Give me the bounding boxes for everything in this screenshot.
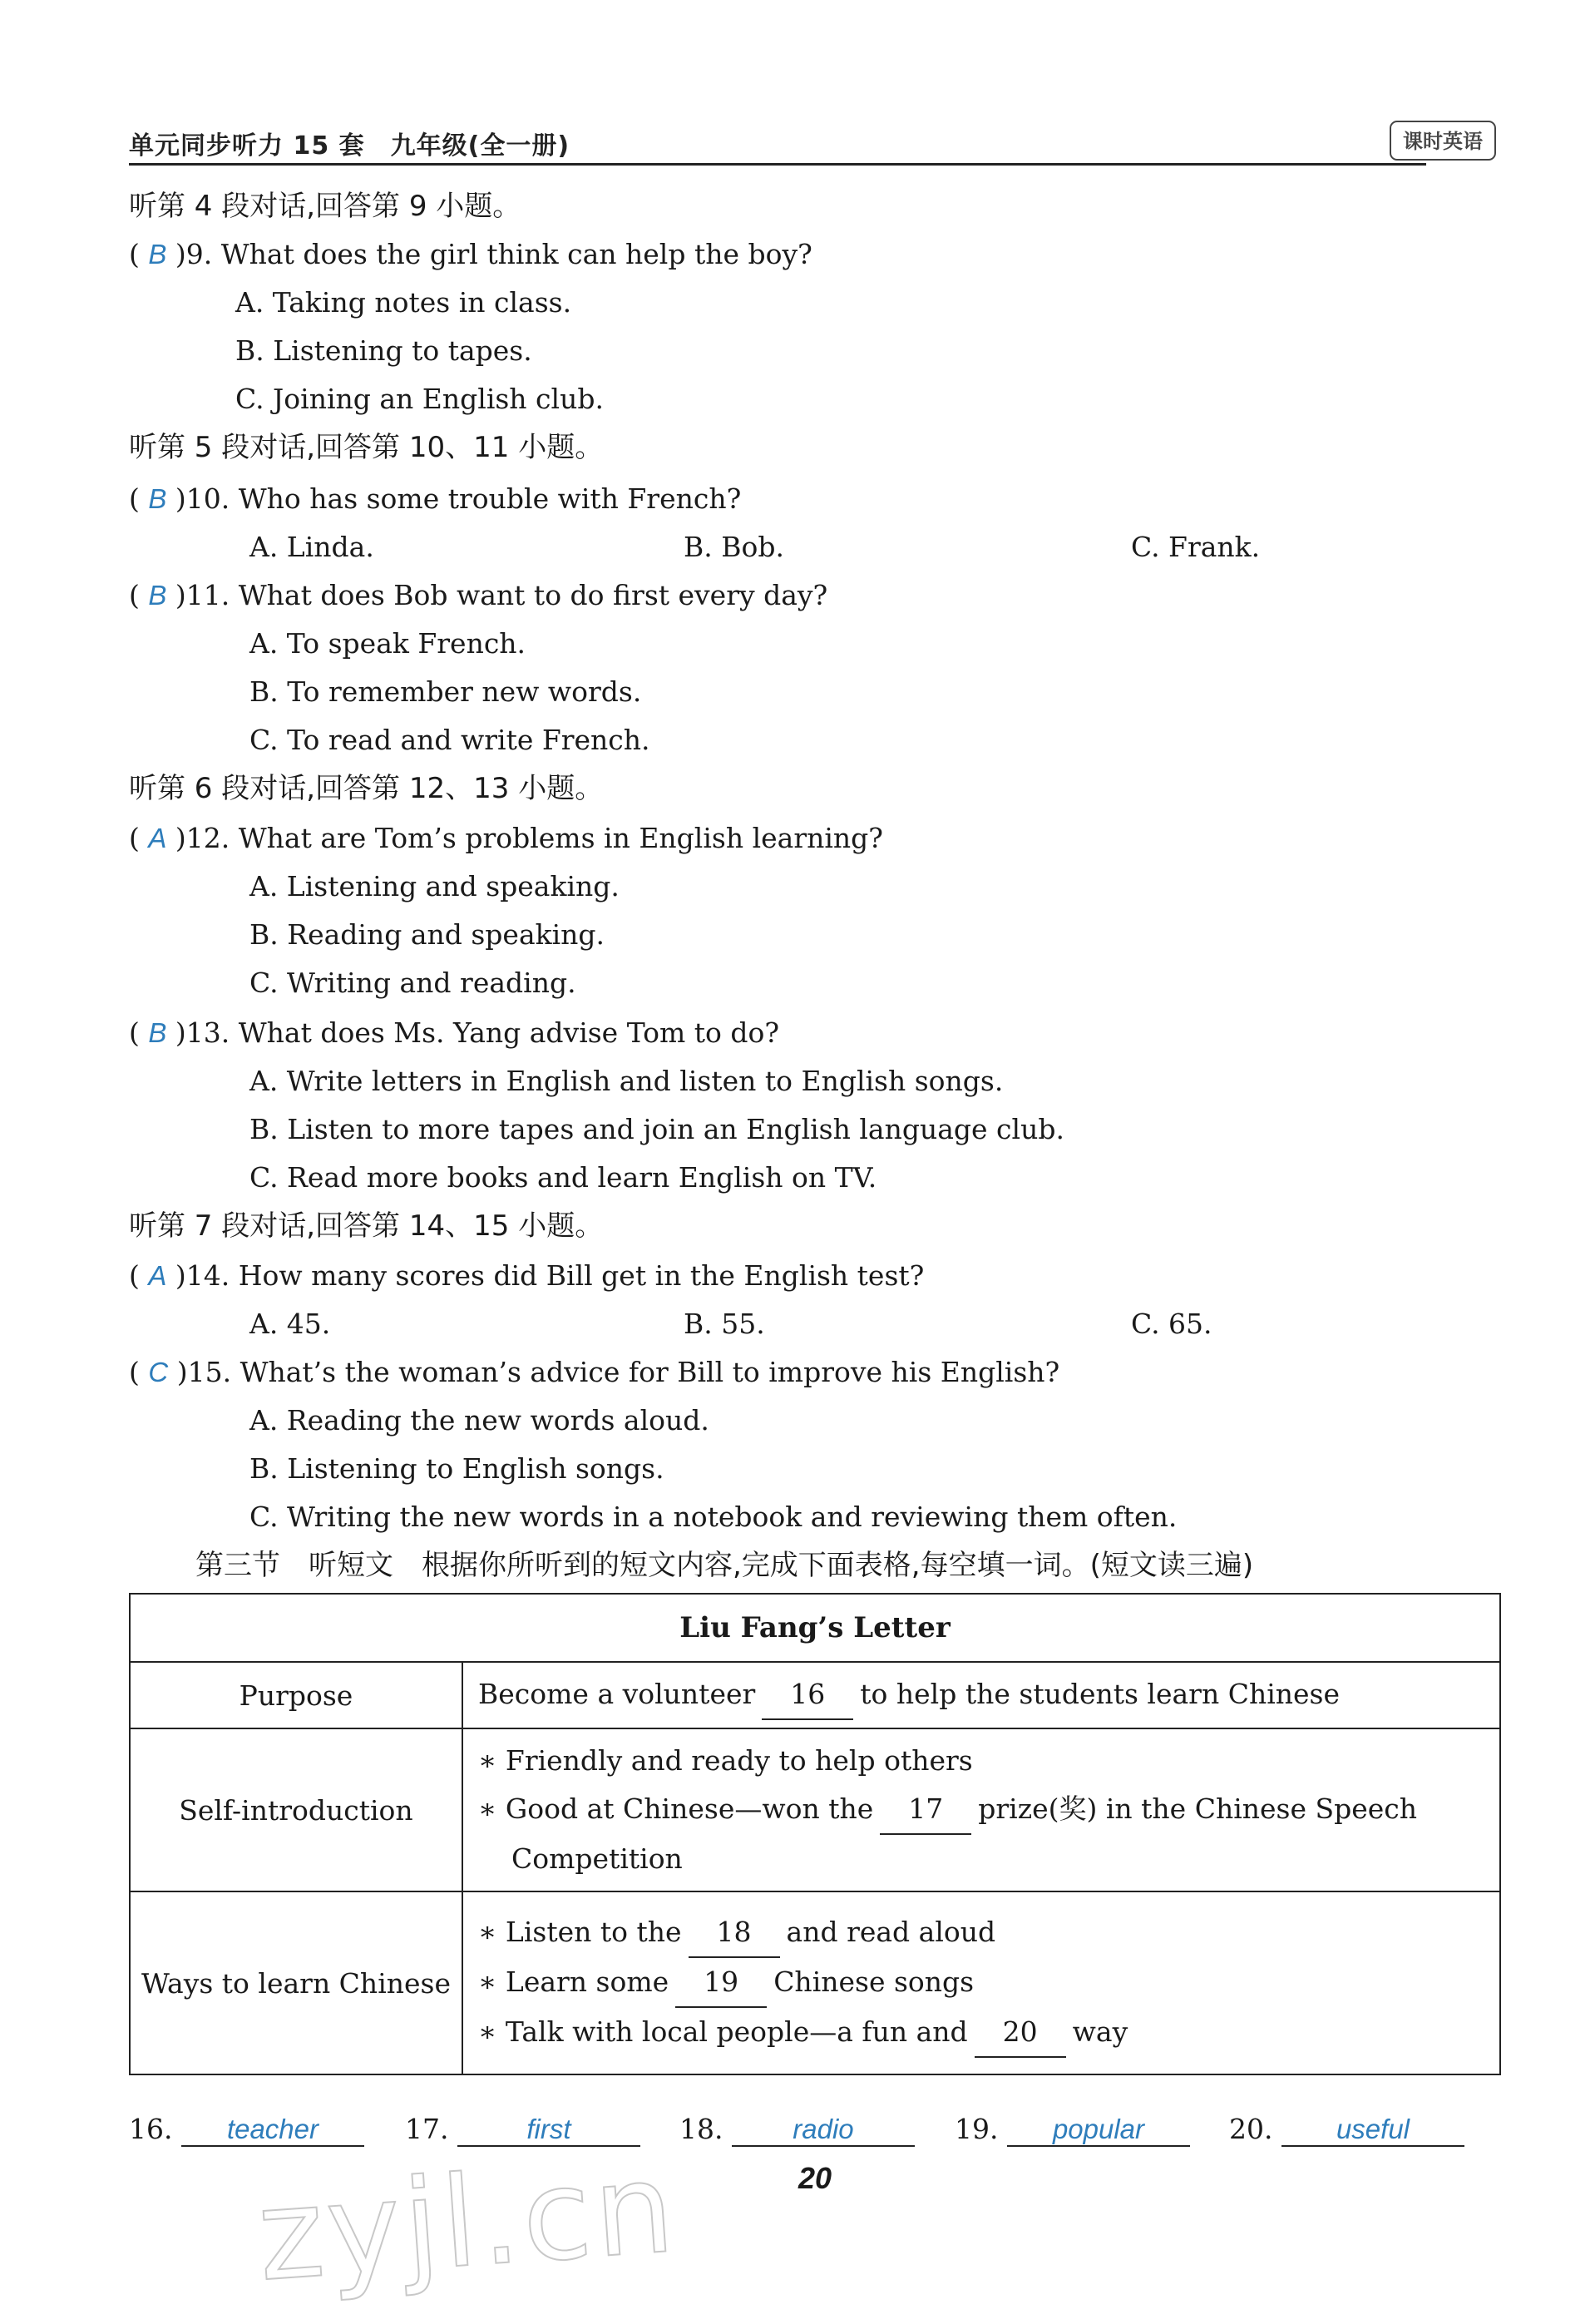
q13-option-a: A. Write letters in English and listen to English songs.	[249, 1065, 1004, 1097]
header-divider	[129, 163, 1426, 166]
q15-option-b: B. Listening to English songs.	[249, 1452, 664, 1485]
section4-intro: 听第 4 段对话,回答第 9 小题。	[129, 190, 521, 223]
blank-19: 19	[675, 1958, 767, 2008]
answer-blank-18: 18. radio	[679, 2113, 915, 2147]
q12-option-b: B. Reading and speaking.	[249, 918, 605, 951]
table-row-self-introduction	[130, 1728, 1500, 1891]
q11-option-c: C. To read and write French.	[249, 724, 650, 756]
header-title: 单元同步听力 15 套 九年级(全一册)	[129, 131, 570, 161]
section5-intro: 听第 5 段对话,回答第 10、11 小题。	[129, 431, 604, 464]
answer-blank-16: 16. teacher	[129, 2113, 364, 2147]
letter-table	[129, 1593, 1501, 2075]
question-9: ( B )9. What does the girl think can help the boy?	[129, 238, 812, 270]
q11-option-b: B. To remember new words.	[249, 675, 642, 708]
q12-option-a: A. Listening and speaking.	[249, 870, 620, 902]
q11-option-a: A. To speak French.	[249, 627, 526, 660]
question-13: ( B )13. What does Ms. Yang advise Tom to do?	[129, 1016, 780, 1049]
q9-option-a: A. Taking notes in class.	[235, 286, 572, 319]
ways-label: Ways to learn Chinese	[130, 1891, 462, 2074]
q13-option-b: B. Listen to more tapes and join an English language club.	[249, 1113, 1064, 1145]
table-title: Liu Fang’s Letter	[130, 1594, 1500, 1662]
question-10: ( B )10. Who has some trouble with French?	[129, 482, 742, 515]
ways-content: ∗ Listen to the 18 and read aloud ∗ Learn some 19 Chinese songs ∗ Talk with local people—a fun and 20 way	[462, 1891, 1500, 2074]
q14-option-b: B. 55.	[684, 1308, 765, 1340]
answer-blank-20: 20. useful	[1229, 2113, 1464, 2147]
blank-16: 16	[762, 1670, 853, 1720]
table-row-purpose	[130, 1662, 1500, 1728]
self-introduction-content: ∗ Friendly and ready to help others ∗ Good at Chinese—won the 17 prize(奖) in the Chinese Speech Competition	[462, 1728, 1500, 1891]
q12-option-c: C. Writing and reading.	[249, 967, 576, 999]
answer-15: C	[148, 1357, 169, 1387]
answer-12: A	[148, 823, 167, 853]
watermark: zyjl.cn	[253, 2135, 682, 2310]
part3-instruction: 第三节 听短文 根据你所听到的短文内容,完成下面表格,每空填一词。(短文读三遍)	[195, 1549, 1254, 1582]
purpose-content: Become a volunteer 16 to help the students learn Chinese	[462, 1662, 1500, 1728]
q10-option-b: B. Bob.	[684, 531, 784, 563]
publisher-logo	[1389, 115, 1497, 165]
q10-option-c: C. Frank.	[1131, 531, 1261, 563]
answer-blank-19: 19. popular	[955, 2113, 1190, 2147]
blank-20: 20	[975, 2008, 1066, 2058]
q10-option-a: A. Linda.	[249, 531, 374, 563]
answer-9: B	[148, 239, 167, 269]
q13-option-c: C. Read more books and learn English on TV.	[249, 1161, 877, 1194]
answer-11: B	[148, 580, 167, 611]
answer-blank-17: 17. first	[405, 2113, 640, 2147]
blank-18: 18	[689, 1908, 780, 1958]
answer-14: A	[148, 1260, 167, 1291]
blank-17: 17	[880, 1785, 971, 1835]
question-15: ( C )15. What’s the woman’s advice for Bill to improve his English?	[129, 1356, 1060, 1388]
q14-option-a: A. 45.	[249, 1308, 331, 1340]
q9-option-c: C. Joining an English club.	[235, 383, 604, 415]
purpose-label: Purpose	[130, 1662, 462, 1728]
q15-option-c: C. Writing the new words in a notebook and reviewing them often.	[249, 1501, 1178, 1533]
section6-intro: 听第 6 段对话,回答第 12、13 小题。	[129, 772, 604, 805]
question-11: ( B )11. What does Bob want to do first every day?	[129, 579, 828, 611]
section7-intro: 听第 7 段对话,回答第 14、15 小题。	[129, 1209, 604, 1243]
q14-option-c: C. 65.	[1131, 1308, 1212, 1340]
answer-13: B	[148, 1017, 167, 1048]
self-introduction-label: Self-introduction	[130, 1728, 462, 1891]
question-14: ( A )14. How many scores did Bill get in the English test?	[129, 1259, 925, 1292]
page-number: 20	[798, 2161, 832, 2195]
question-12: ( A )12. What are Tom’s problems in English learning?	[129, 822, 883, 854]
table-row-ways	[130, 1891, 1500, 2074]
answer-10: B	[148, 483, 167, 514]
q9-option-b: B. Listening to tapes.	[235, 334, 532, 367]
q15-option-a: A. Reading the new words aloud.	[249, 1404, 709, 1436]
svg-text:课时英语: 课时英语	[1403, 130, 1483, 153]
